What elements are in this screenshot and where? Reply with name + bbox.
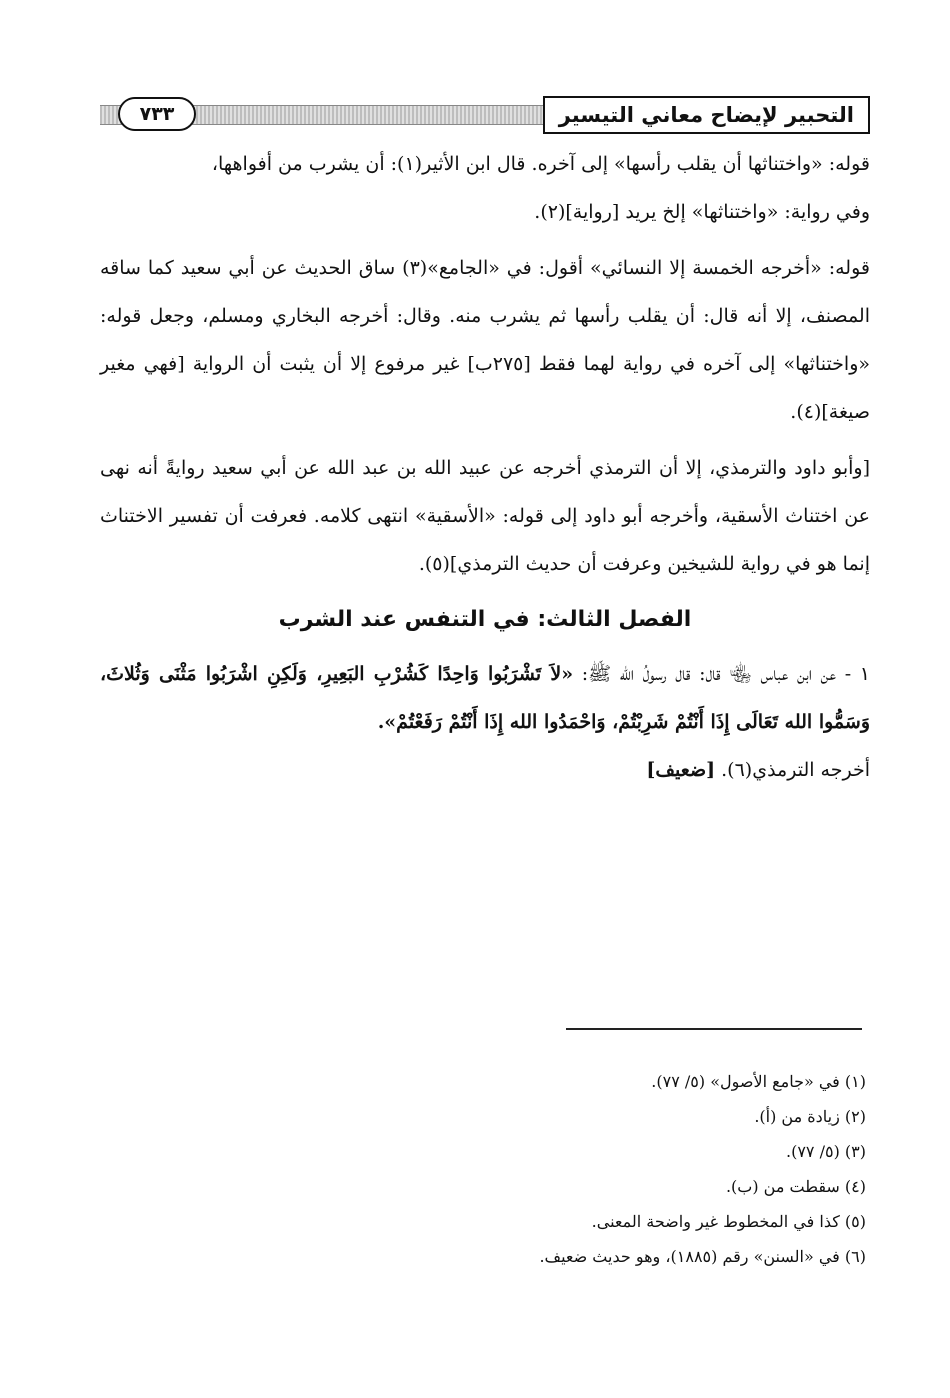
section-heading: الفصل الثالث: في التنفس عند الشرب <box>278 607 692 632</box>
footnote-separator <box>566 1028 862 1030</box>
running-header <box>100 92 870 136</box>
footnote-1: (١) في «جامع الأصول» (٥/ ٧٧). <box>651 1072 866 1091</box>
footnote-5: (٥) كذا في المخطوط غير واضحة المعنى. <box>591 1212 866 1231</box>
footnote-2: (٢) زيادة من (أ). <box>754 1107 866 1126</box>
book-title: التحبير لإيضاح معاني التيسير <box>543 96 870 134</box>
footnote-3: (٣) (٥/ ٧٧). <box>785 1142 866 1161</box>
hadith-text: «لاَ تَشْرَبُوا وَاحِدًا كَشُرْبِ البَعِيرِ، وَلَكِنِ اشْرَبُوا مَثْنَى وَثُلاثَ، وَسَمُّوا الله تَعَالَى إِذَا أَنْتُمْ شَرِبْتُمْ، وَاحْمَدُوا الله إِذَا أَنْتُمْ رَفَعْتُمْ». <box>100 663 870 733</box>
hadith-grade: [ضعيف] <box>646 759 716 781</box>
paragraph-1 <box>100 140 870 236</box>
paragraph-2: قوله: «أخرجه الخمسة إلا النسائي» أقول: في «الجامع»(٣) ساق الحديث عن أبي سعيد كما ساقه المصنف، إلا أنه قال: أن يقلب رأسها ثم يشرب منه. وقال: أخرجه البخاري ومسلم، وجعل قوله: «واختناثها» إلى آخره في رواية لهما فقط [٢٧٥ب] غير مرفوع إلا أن يثبت أن الرواية [فهي مغير صيغة](٤). <box>100 257 871 423</box>
hadith-intro: ١ - عن ابن عباس ﵄ قال: قال رسولُ الله ﷺ: <box>573 663 871 685</box>
page-number: ٧٣٣ <box>118 97 196 131</box>
paragraph-1-line-2: وفي رواية: «واختناثها» إلخ يريد [رواية](٢). <box>534 201 870 223</box>
footnotes <box>100 1064 866 1274</box>
hadith-source: أخرجه الترمذي(٦). <box>715 759 870 781</box>
paragraph-1-line-1: قوله: «واختناثها أن يقلب رأسها» إلى آخره. قال ابن الأثير(١): أن يشرب من أفواهها، <box>211 153 870 175</box>
footnote-4: (٤) سقطت من (ب). <box>725 1177 866 1196</box>
paragraph-3: [وأبو داود والترمذي، إلا أن الترمذي أخرجه عن عبيد الله بن عبد الله عن أبي سعيد روايةً أنه نهى عن اختناث الأسقية، وأخرجه أبو داود إلى قوله: «الأسقية» انتهى كلامه. فعرفت أن تفسير الاختناث إنما هو في رواية للشيخين وعرفت أن حديث الترمذي](٥). <box>100 457 870 575</box>
footnote-6: (٦) في «السنن» رقم (١٨٨٥)، وهو حديث ضعيف. <box>539 1247 866 1266</box>
main-text <box>100 140 870 802</box>
hadith-paragraph <box>100 650 870 794</box>
